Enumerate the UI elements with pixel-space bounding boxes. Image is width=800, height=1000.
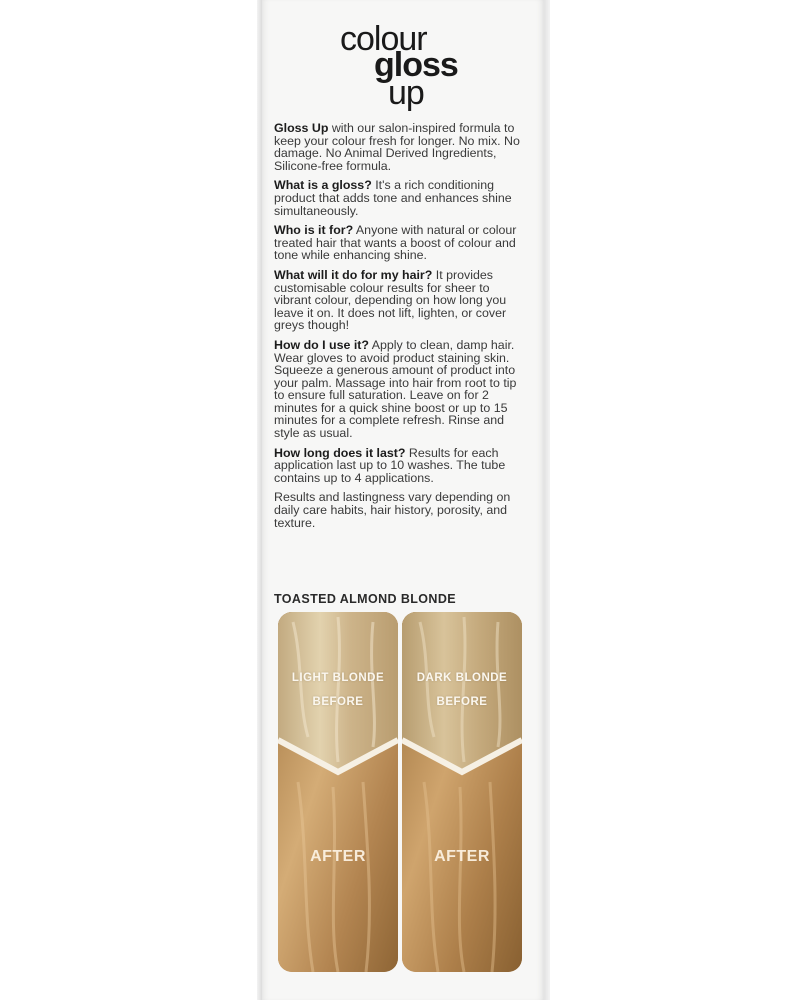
- paragraph: How long does it last? Results for each application last up to 10 washes. The tube contains up to 4 applications.: [274, 445, 506, 485]
- hair-swatch-light-blonde: [278, 612, 398, 972]
- logo-word-3: up: [388, 74, 424, 112]
- after-label: AFTER: [434, 848, 490, 865]
- paragraph: Who is it for? Anyone with natural or colour treated hair that wants a boost of colour and tone while enhancing shine.: [274, 223, 517, 263]
- paragraph: What will it do for my hair? It provides customisable colour results for sheer to vibrant colour, depending on how long you leave it on. It does not lift, lighten, or cover greys though!: [274, 267, 507, 333]
- before-label: BEFORE: [312, 696, 364, 708]
- before-shade-label: LIGHT BLONDE: [291, 672, 385, 684]
- paragraph: Results and lastingness vary depending on daily care habits, hair history, porosity, and texture.: [274, 490, 511, 530]
- product-description: [274, 122, 524, 536]
- after-label: AFTER: [310, 848, 366, 865]
- box-right-edge: [544, 0, 550, 1000]
- paragraph: Gloss Up with our salon-inspired formula to keep your colour fresh for longer. No mix. No damage. No Animal Derived Ingredients, Silicone-free formula.: [274, 121, 520, 173]
- logo-word-2: gloss: [374, 46, 458, 84]
- paragraph: How do I use it? Apply to clean, damp hair. Wear gloves to avoid product staining skin. Squeeze a generous amount of product into your palm. Massage into hair from root to tip to ensure full saturation. Leave on for 2 minutes for a quick shine boost or up to 15 minutes for a complete refresh. Rinse and style as usual.: [274, 337, 517, 441]
- brand-logo: [336, 18, 468, 112]
- shade-title: TOASTED ALMOND BLONDE: [274, 592, 457, 606]
- hair-swatch-dark-blonde: [402, 612, 522, 972]
- before-shade-label: DARK BLONDE: [416, 672, 508, 684]
- logo-word-1: colour: [340, 20, 427, 58]
- paragraph: What is a gloss? It's a rich conditioning product that adds tone and enhances shine simultaneously.: [274, 178, 512, 218]
- before-label: BEFORE: [436, 696, 488, 708]
